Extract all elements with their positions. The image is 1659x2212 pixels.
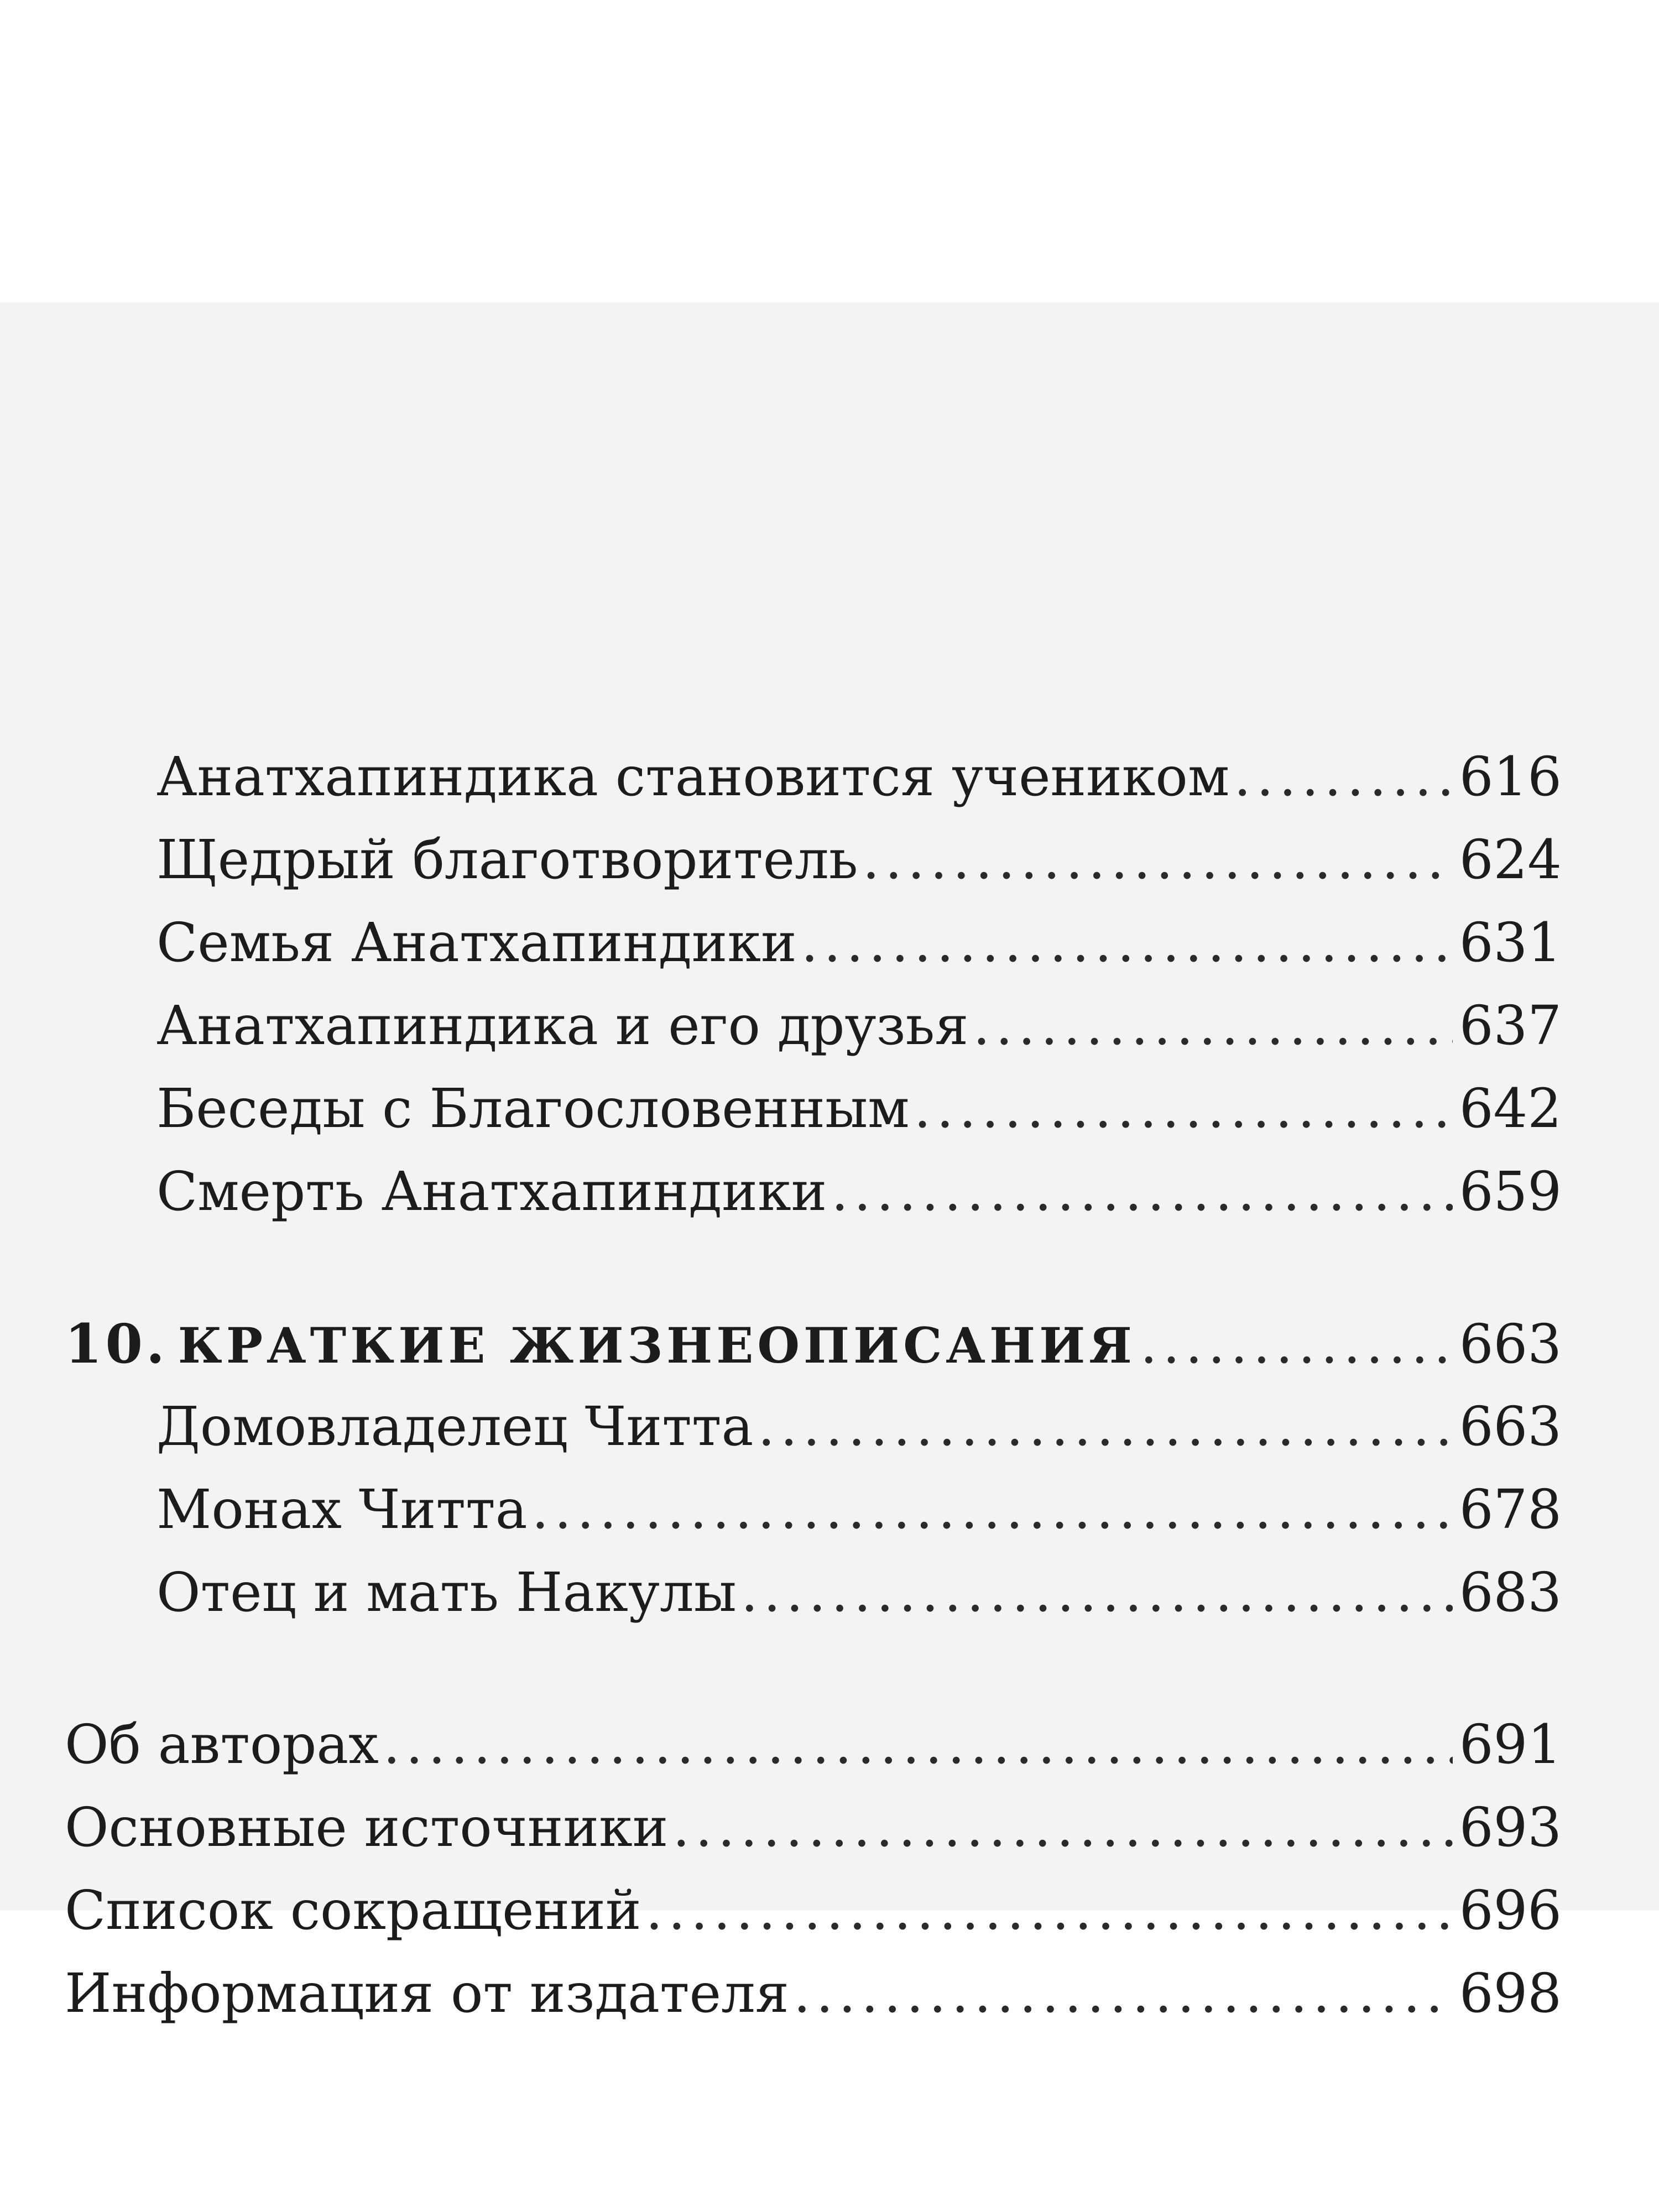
toc-entry <box>156 1150 1562 1233</box>
toc-entry-title: Смерть Анатхапиндики <box>156 1160 827 1223</box>
toc-entry <box>156 735 1562 818</box>
toc-entry <box>65 1786 1562 1869</box>
dot-leader <box>1229 735 1453 818</box>
toc-entry <box>65 1703 1562 1786</box>
chapter-heading <box>65 1302 1562 1385</box>
toc-entry <box>156 1468 1562 1551</box>
toc-entry <box>156 1551 1562 1634</box>
dot-leader <box>528 1468 1453 1551</box>
toc-entry-title: Беседы с Благословенным <box>156 1077 910 1140</box>
dot-leader <box>969 984 1453 1067</box>
chapter-number: 10. <box>65 1312 168 1375</box>
toc-entry <box>156 1385 1562 1468</box>
chapter-page: 663 <box>1459 1313 1562 1375</box>
chapter-heading-text: КРАТКИЕ ЖИЗНЕОПИСАНИЯ <box>178 1317 1136 1374</box>
toc-entry-title: Список сокращений <box>65 1879 641 1942</box>
toc-entry-title: Семья Анатхапиндики <box>156 911 797 974</box>
toc-entry-title: Щедрый благотворитель <box>156 828 858 891</box>
dot-leader <box>797 901 1453 984</box>
dot-leader <box>910 1067 1453 1150</box>
toc-entry <box>65 1869 1562 1952</box>
toc-entry-title: Домовладелец Читта <box>156 1395 754 1458</box>
toc-entry-page: 678 <box>1459 1478 1562 1541</box>
toc-entry <box>65 1952 1562 2035</box>
toc-entry-page: 691 <box>1459 1713 1562 1776</box>
toc-entry-page: 642 <box>1459 1077 1562 1140</box>
toc-entry-title: Об авторах <box>65 1713 379 1776</box>
toc-entry-page: 659 <box>1459 1160 1562 1223</box>
dot-leader <box>641 1869 1453 1952</box>
toc-entry-title: Анатхапиндика становится учеником <box>156 745 1230 808</box>
toc-entry-page: 693 <box>1459 1796 1562 1859</box>
toc-entry-page: 663 <box>1459 1395 1562 1458</box>
toc-entry <box>156 1067 1562 1150</box>
dot-leader <box>858 818 1453 901</box>
dot-leader <box>379 1703 1453 1786</box>
toc-entry-title: Основные источники <box>65 1796 669 1859</box>
toc-entry <box>156 818 1562 901</box>
toc-entry-title: Информация от издателя <box>65 1962 789 2025</box>
table-of-contents <box>0 302 1659 2025</box>
dot-leader <box>753 1385 1453 1468</box>
dot-leader <box>668 1786 1452 1869</box>
dot-leader <box>1136 1303 1453 1386</box>
book-page <box>0 302 1659 2025</box>
toc-entry <box>156 901 1562 984</box>
toc-entry-page: 616 <box>1459 745 1562 808</box>
dot-leader <box>789 1952 1453 2035</box>
toc-entry-page: 683 <box>1459 1561 1562 1624</box>
dot-leader <box>737 1551 1453 1634</box>
toc-entry-page: 637 <box>1459 994 1562 1057</box>
toc-entry-page: 696 <box>1459 1879 1562 1942</box>
toc-entry-title: Монах Читта <box>156 1478 528 1541</box>
toc-entry-title: Анатхапиндика и его друзья <box>156 994 969 1057</box>
toc-entry-page: 624 <box>1459 828 1562 891</box>
dot-leader <box>827 1150 1453 1233</box>
chapter-title <box>65 1302 1136 1387</box>
toc-entry-page: 698 <box>1459 1962 1562 2025</box>
toc-entry-title: Отец и мать Накулы <box>156 1561 737 1624</box>
toc-entry-page: 631 <box>1459 911 1562 974</box>
toc-entry <box>156 984 1562 1067</box>
